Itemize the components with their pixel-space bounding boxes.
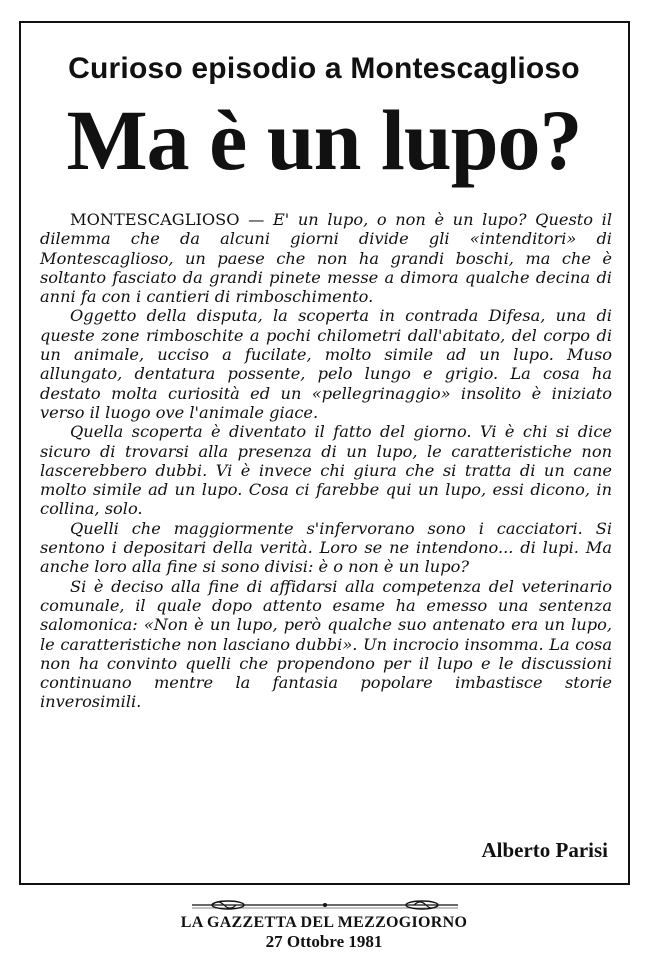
publication-date: 27 Ottobre 1981 xyxy=(265,932,383,951)
article-paragraph: Oggetto della disputa, la scoperta in contrada Difesa, una di queste zone rimboschite a pochi chilometri dall'abitato, del corpo di un animale, ucciso a fucilate, molto simile ad un lupo. Muso allungato, dentatura possente, pelo lungo e grigio. La cosa ha destato molta curiosità ed un «pellegrinaggio» insolito è iniziato verso il luogo ove l'animale giace. xyxy=(40,306,612,422)
ornament-divider-icon xyxy=(190,897,460,913)
article-paragraph-text: E' un lupo, o non è un lupo? Questo il dilemma che da alcuni giorni divide gli «intenditori» di Montescaglioso, un paese che non ha grandi boschi, ma che è soltanto fasciato da grandi pinete messe a dimora qualche decina di anni fa con i cantieri di rimboschimento. xyxy=(40,210,613,307)
article-dateline: MONTESCAGLIOSO — xyxy=(70,210,265,229)
article-body xyxy=(40,210,612,712)
article-paragraph: Quelli che maggiormente s'infervorano sono i cacciatori. Si sentono i depositari della verità. Loro se ne intendono... di lupi. Ma anche loro alla fine si sono divisi: è o non è un lupo? xyxy=(40,518,612,577)
article-paragraph xyxy=(40,210,612,306)
newspaper-name: LA GAZZETTA DEL MEZZOGIORNO xyxy=(180,914,468,931)
author-byline: Alberto Parisi xyxy=(481,838,608,862)
article-headline: Ma è un lupo? xyxy=(66,92,582,188)
article-kicker: Curioso episodio a Montescaglioso xyxy=(68,52,580,85)
article-paragraph: Si è deciso alla fine di affidarsi alla competenza del veterinario comunale, il quale dopo attento esame ha emesso una sentenza salomonica: «Non è un lupo, però qualche suo antenato era un lupo, le caratteristiche non lasciano dubbi». Un incrocio insomma. La cosa non ha convinto quelli che propendono per il lupo e le discussioni continuano mentre la fantasia popolare imbastisce storie inverosimili. xyxy=(40,576,612,712)
article-paragraph: Quella scoperta è diventato il fatto del giorno. Vi è chi si dice sicuro di trovarsi alla presenza di un lupo, le caratteristiche non lascerebbero dubbi. Vi è invece chi giura che si tratta di un cane molto simile ad un lupo. Cosa ci farebbe qui un lupo, essi dicono, in collina, solo. xyxy=(40,422,612,519)
